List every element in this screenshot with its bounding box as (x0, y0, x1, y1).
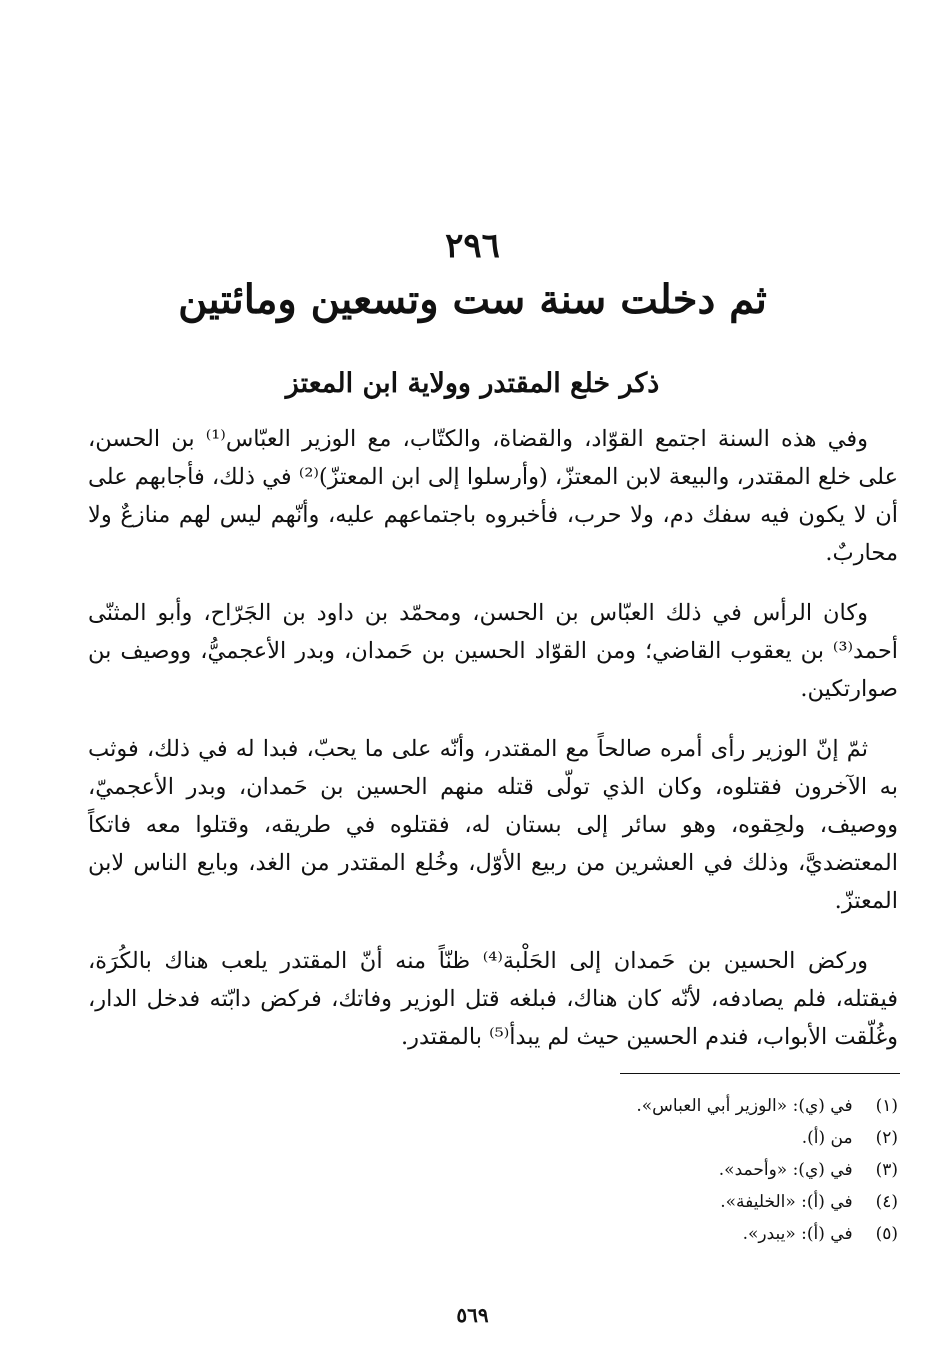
page-title: ثم دخلت سنة ست وتسعين ومائتين (178, 276, 767, 323)
year-heading: ٢٩٦ (445, 226, 500, 266)
footnotes (88, 1090, 898, 1250)
footnote-text: في (ي): «وأحمد». (718, 1160, 853, 1180)
footnote-text: في (أ): «الخليفة». (720, 1192, 853, 1212)
footnote-divider (620, 1073, 900, 1074)
footnote-text: في (أ): «يبدر». (742, 1224, 853, 1244)
paragraph-3: ثمّ إنّ الوزير رأى أمره صالحاً مع المقتدر، وأنّه على ما يحبّ، فبدا له في ذلك، فوثب به الآخرون فقتلوه، وكان الذي تولّى قتله منهم الحسين بن حَمدان، وبدر الأعجميّ، ووصيف، ولحِقوه، وهو سائر إلى بستان له، فقتلوه في طريقه، وقتلوا معه فاتكاً المعتضديَّ، وذلك في العشرين من ربيع الأوّل، وخُلع المقتدر من الغد، وبايع الناس لابن المعتزّ. (88, 736, 898, 914)
paragraph-1: وفي هذه السنة اجتمع القوّاد، والقضاة، والكتّاب، مع الوزير العبّاس⁽¹⁾ بن الحسن، على خلع المقتدر، والبيعة لابن المعتزّ، (وأرسلوا إلى ابن المعتزّ)⁽²⁾ في ذلك، فأجابهم على أن لا يكون فيه سفك دم، ولا حرب، فأخبروه باجتماعهم عليه، وأنّهم ليس لهم منازعٌ ولا محاربٌ. (88, 426, 898, 566)
footnote-5 (88, 1218, 898, 1250)
footnote-number: (٢) (875, 1128, 898, 1148)
paragraph-2: وكان الرأس في ذلك العبّاس بن الحسن، ومحمّد بن داود بن الجَرّاح، وأبو المثنّى أحمد⁽³⁾ بن يعقوب القاضي؛ ومن القوّاد الحسين بن حَمدان، وبدر الأعجميُّ، ووصيف بن صوارتكين. (88, 600, 898, 702)
paragraph-4: وركض الحسين بن حَمدان إلى الحَلْبة⁽⁴⁾ ظنّاً منه أنّ المقتدر يلعب هناك بالكُرَة، فيقتله، فلم يصادفه، لأنّه كان هناك، فبلغه قتل الوزير وفاتك، فركض دابّته فدخل الدار، وغُلّقت الأبواب، فندم الحسين حيث لم يبدأ⁽⁵⁾ بالمقتدر. (88, 948, 898, 1050)
footnote-number: (٤) (875, 1192, 898, 1212)
footnote-4 (88, 1186, 898, 1218)
footnote-text: في (ي): «الوزير أبي العباس». (636, 1096, 853, 1116)
footnote-text: من (أ). (801, 1128, 853, 1148)
footnote-3 (88, 1154, 898, 1186)
footnote-1 (88, 1090, 898, 1122)
footnote-number: (٥) (875, 1224, 898, 1244)
footnote-number: (١) (875, 1096, 898, 1116)
footnote-2 (88, 1122, 898, 1154)
body-text (88, 420, 898, 1078)
page-number: ٥٦٩ (456, 1303, 489, 1327)
section-heading: ذكر خلع المقتدر وولاية ابن المعتز (285, 368, 660, 399)
footnote-number: (٣) (875, 1160, 898, 1180)
